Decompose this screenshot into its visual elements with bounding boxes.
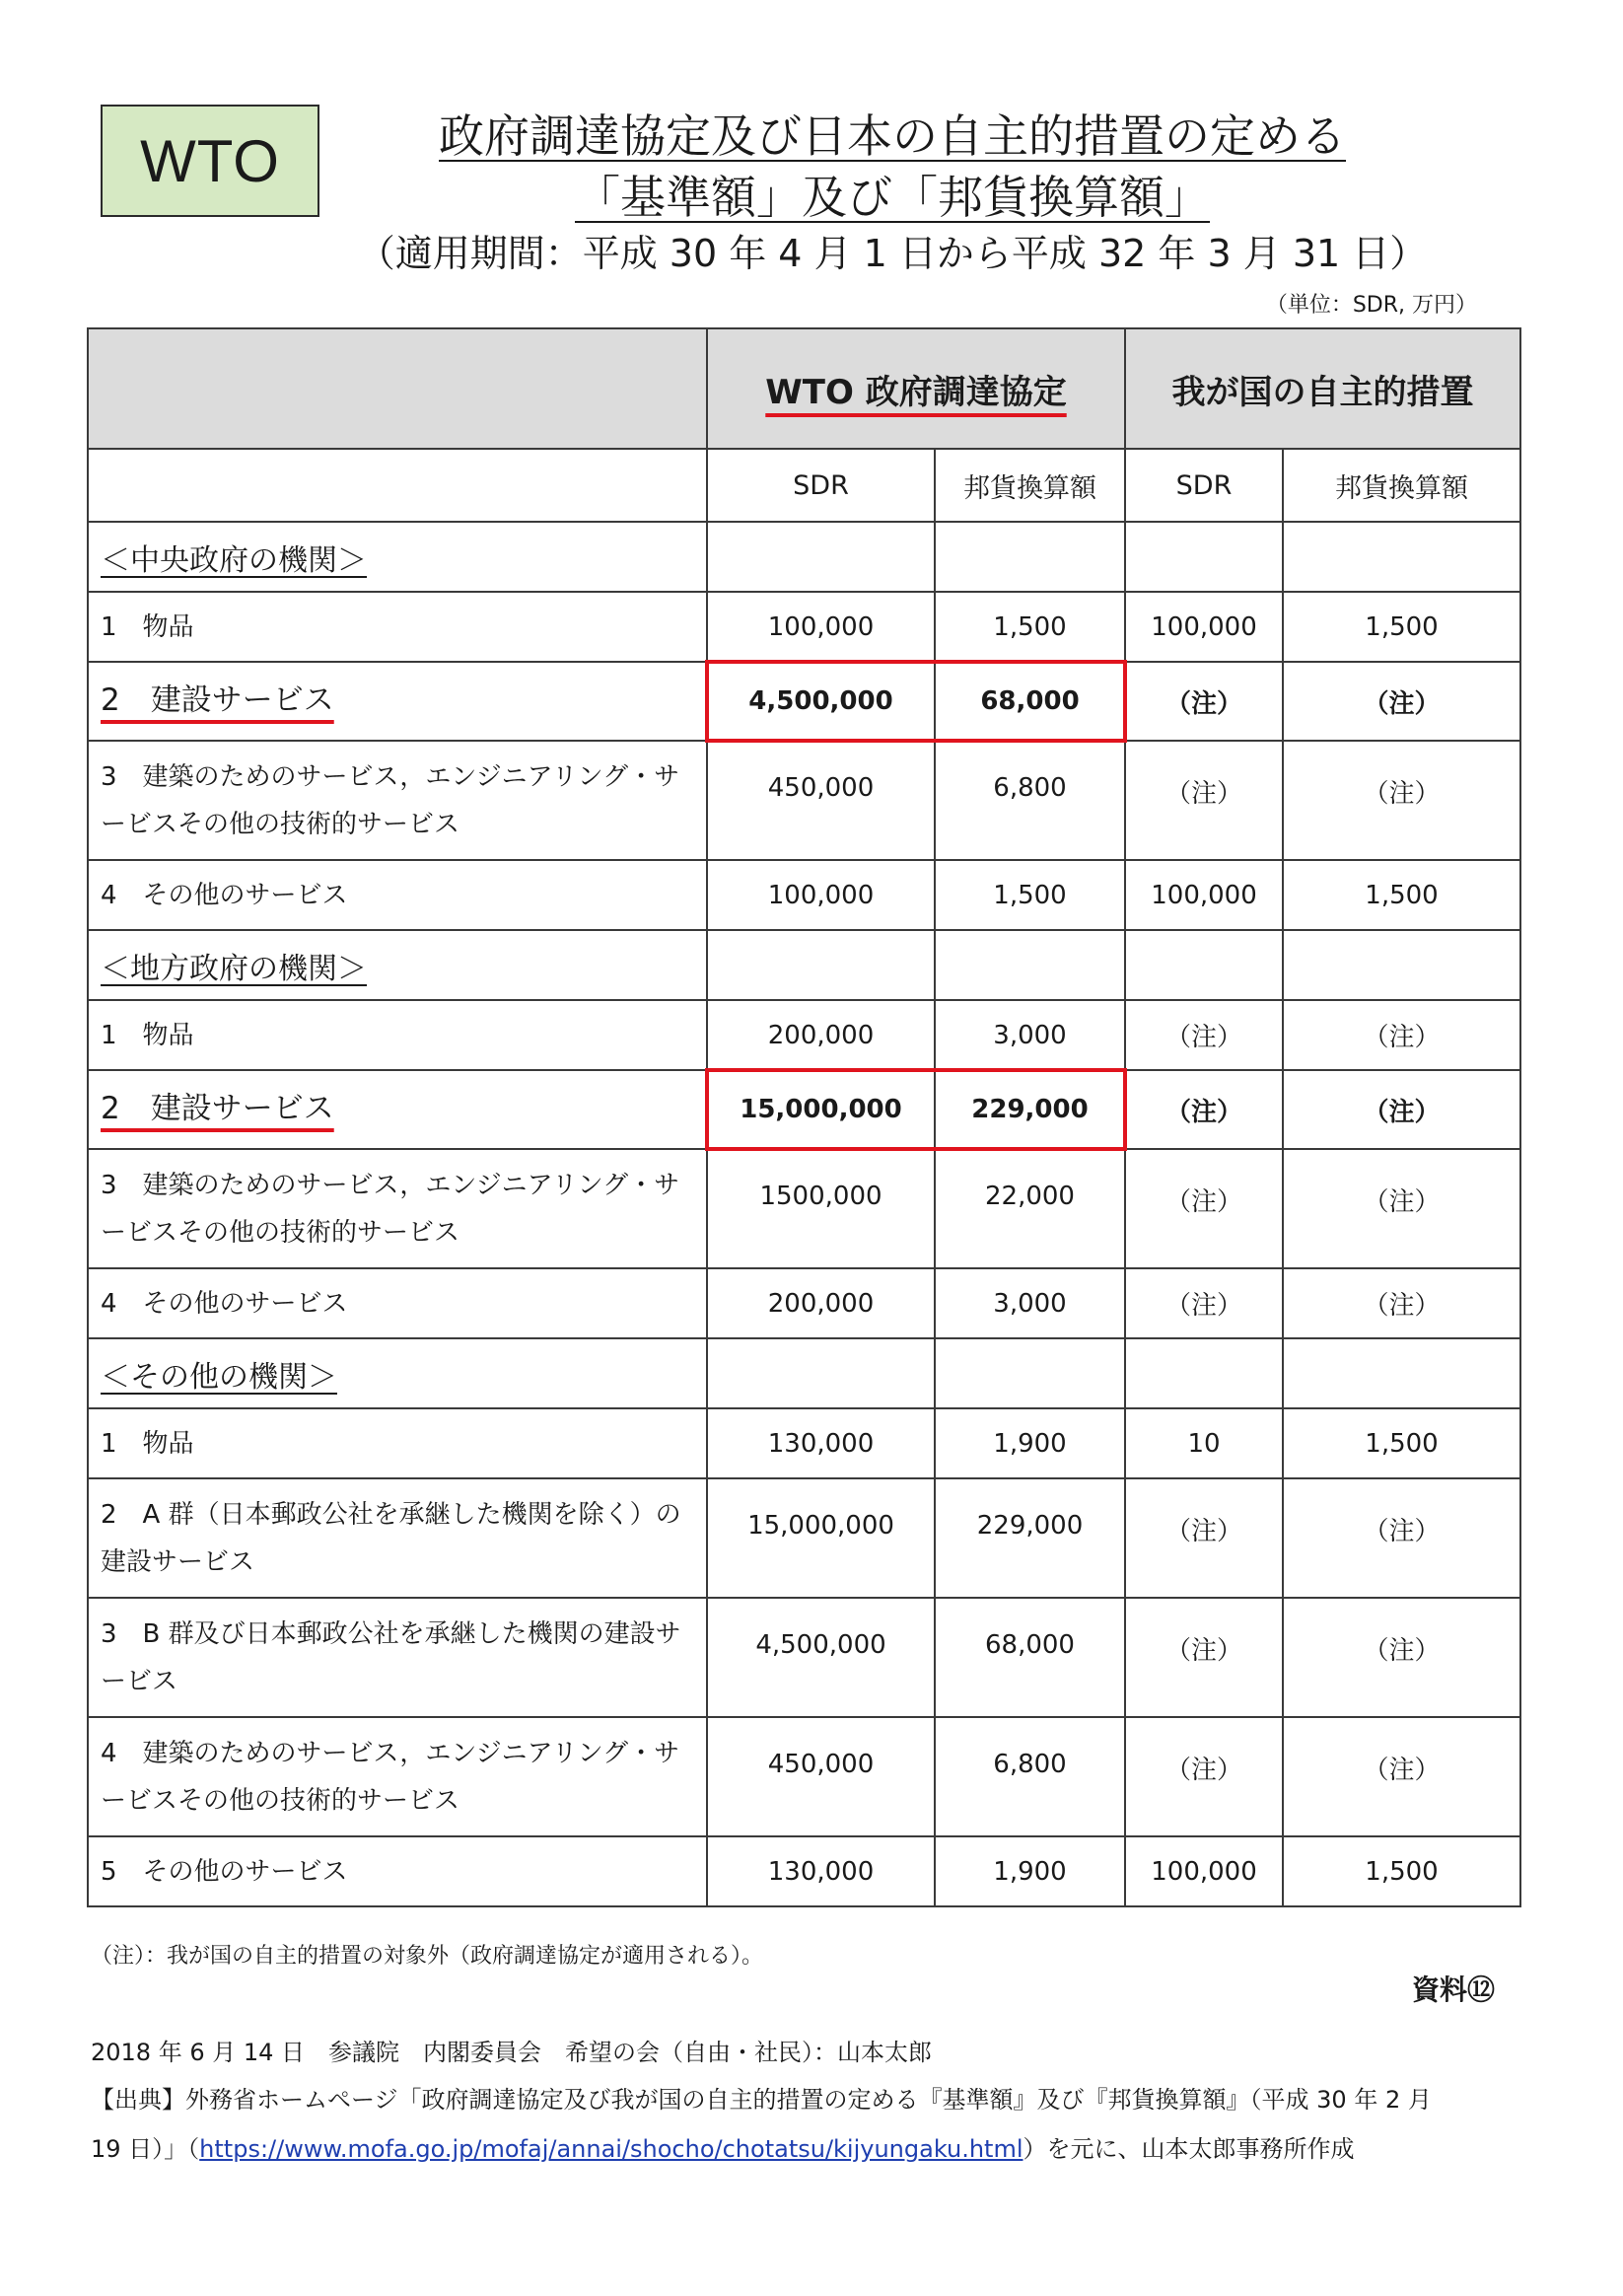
title-line2-text: 「基準額」及び「邦貨換算額」 <box>575 171 1210 224</box>
jp-yen-value: （注） <box>1283 1268 1520 1338</box>
section-title-cell <box>88 1338 707 1408</box>
jp-sdr-value: （注） <box>1125 662 1283 741</box>
table-row <box>88 1070 1520 1149</box>
row-label: 3 B 群及び日本郵政公社を承継した機関の建設サービス <box>88 1598 707 1717</box>
subheader-jp-yen: 邦貨換算額 <box>1283 449 1520 522</box>
section-row <box>88 930 1520 1000</box>
table-row <box>88 1717 1520 1836</box>
subheader-empty-cell <box>88 449 707 522</box>
wto-yen-value: 1,900 <box>935 1836 1125 1906</box>
section-row <box>88 1338 1520 1408</box>
jp-yen-value: （注） <box>1283 1478 1520 1598</box>
row-label-text: 2 建設サービス <box>101 1091 334 1126</box>
wto-yen-value: 1,500 <box>935 860 1125 930</box>
wto-sdr-value: 200,000 <box>707 1268 935 1338</box>
header-wto <box>707 328 1125 449</box>
wto-sdr-value: 15,000,000 <box>707 1478 935 1598</box>
jp-sdr-value: （注） <box>1125 1478 1283 1598</box>
jp-sdr-value: 10 <box>1125 1408 1283 1478</box>
wto-yen-value: 68,000 <box>935 662 1125 741</box>
footer-source-pre: 19 日）」（ <box>91 2135 200 2163</box>
wto-sdr-value: 450,000 <box>707 1717 935 1836</box>
wto-yen-value: 1,500 <box>935 592 1125 662</box>
jp-yen-value: （注） <box>1283 741 1520 860</box>
threshold-table <box>87 327 1521 1907</box>
table-subheader-row <box>88 449 1520 522</box>
table-header-row <box>88 328 1520 449</box>
jp-yen-value: 1,500 <box>1283 1836 1520 1906</box>
jp-sdr-value: （注） <box>1125 741 1283 860</box>
footer-source-post: ）を元に、山本太郎事務所作成 <box>1023 2135 1355 2163</box>
row-label: 3 建築のためのサービス，エンジニアリング・サービスその他の技術的サービス <box>88 1149 707 1268</box>
row-label: 2 A 群（日本郵政公社を承継した機関を除く）の建設サービス <box>88 1478 707 1598</box>
row-label: 4 その他のサービス <box>88 1268 707 1338</box>
wto-yen-value: 1,900 <box>935 1408 1125 1478</box>
header-empty-cell <box>88 328 707 449</box>
wto-yen-value: 3,000 <box>935 1000 1125 1070</box>
wto-yen-value: 6,800 <box>935 1717 1125 1836</box>
jp-sdr-value: 100,000 <box>1125 1836 1283 1906</box>
table-row <box>88 1478 1520 1598</box>
table-row <box>88 1836 1520 1906</box>
row-label: 5 その他のサービス <box>88 1836 707 1906</box>
footer-meeting-line: 2018 年 6 月 14 日 参議院 内閣委員会 希望の会（自由・社民）：山本太郎 <box>91 2039 933 2066</box>
row-label: 1 物品 <box>88 1408 707 1478</box>
table-row <box>88 741 1520 860</box>
section-title: ＜中央政府の機関＞ <box>101 542 367 578</box>
jp-yen-value: （注） <box>1283 662 1520 741</box>
wto-sdr-value: 100,000 <box>707 592 935 662</box>
jp-sdr-value: （注） <box>1125 1149 1283 1268</box>
table-row <box>88 1408 1520 1478</box>
wto-yen-value: 22,000 <box>935 1149 1125 1268</box>
wto-sdr-value: 200,000 <box>707 1000 935 1070</box>
title-line1-text: 政府調達協定及び日本の自主的措置の定める <box>439 109 1346 163</box>
jp-sdr-value: （注） <box>1125 1070 1283 1149</box>
wto-sdr-value: 1500,000 <box>707 1149 935 1268</box>
footnote: （注）：我が国の自主的措置の対象外（政府調達協定が適用される）。 <box>91 1944 764 1969</box>
jp-yen-value: 1,500 <box>1283 1408 1520 1478</box>
jp-yen-value: （注） <box>1283 1000 1520 1070</box>
subheader-jp-sdr: SDR <box>1125 449 1283 522</box>
jp-sdr-value: （注） <box>1125 1598 1283 1717</box>
wto-sdr-value: 4,500,000 <box>707 662 935 741</box>
wto-sdr-value: 450,000 <box>707 741 935 860</box>
subheader-wto-yen: 邦貨換算額 <box>935 449 1125 522</box>
applicable-period: （適用期間：平成 30 年 4 月 1 日から平成 32 年 3 月 31 日） <box>357 232 1428 275</box>
page-title-line2 <box>335 168 1449 227</box>
jp-sdr-value: 100,000 <box>1125 592 1283 662</box>
document-number: 資料⑫ <box>1411 1973 1495 2006</box>
wto-sdr-value: 130,000 <box>707 1836 935 1906</box>
wto-sdr-value: 15,000,000 <box>707 1070 935 1149</box>
section-title: ＜地方政府の機関＞ <box>101 951 367 986</box>
jp-yen-value: （注） <box>1283 1149 1520 1268</box>
row-label: 1 物品 <box>88 1000 707 1070</box>
table-row <box>88 1598 1520 1717</box>
section-row <box>88 522 1520 592</box>
wto-sdr-value: 100,000 <box>707 860 935 930</box>
row-label <box>88 1070 707 1149</box>
wto-sdr-value: 4,500,000 <box>707 1598 935 1717</box>
section-title-cell <box>88 522 707 592</box>
row-label: 4 その他のサービス <box>88 860 707 930</box>
table-row <box>88 860 1520 930</box>
row-label: 4 建築のためのサービス，エンジニアリング・サービスその他の技術的サービス <box>88 1717 707 1836</box>
table-row <box>88 662 1520 741</box>
row-label: 3 建築のためのサービス，エンジニアリング・サービスその他の技術的サービス <box>88 741 707 860</box>
page-title-line1 <box>335 107 1449 166</box>
table-row <box>88 592 1520 662</box>
subheader-wto-sdr: SDR <box>707 449 935 522</box>
wto-badge: WTO <box>101 105 319 217</box>
header-wto-label: WTO 政府調達協定 <box>765 372 1067 412</box>
jp-yen-value: （注） <box>1283 1070 1520 1149</box>
jp-yen-value: （注） <box>1283 1598 1520 1717</box>
table-row <box>88 1000 1520 1070</box>
unit-label: （単位：SDR, 万円） <box>1265 293 1477 318</box>
section-title-cell <box>88 930 707 1000</box>
wto-yen-value: 6,800 <box>935 741 1125 860</box>
jp-yen-value: 1,500 <box>1283 860 1520 930</box>
jp-sdr-value: （注） <box>1125 1000 1283 1070</box>
table-row <box>88 1149 1520 1268</box>
wto-yen-value: 229,000 <box>935 1070 1125 1149</box>
jp-sdr-value: 100,000 <box>1125 860 1283 930</box>
table-row <box>88 1268 1520 1338</box>
jp-yen-value: 1,500 <box>1283 592 1520 662</box>
wto-yen-value: 229,000 <box>935 1478 1125 1598</box>
jp-sdr-value: （注） <box>1125 1717 1283 1836</box>
footer-source-line2 <box>91 2132 1530 2166</box>
wto-yen-value: 68,000 <box>935 1598 1125 1717</box>
source-url-link[interactable]: https://www.mofa.go.jp/mofaj/annai/shocho/chotatsu/kijyungaku.html <box>199 2135 1023 2163</box>
jp-sdr-value: （注） <box>1125 1268 1283 1338</box>
row-label <box>88 662 707 741</box>
footer-source-line: 【出典】外務省ホームページ「政府調達協定及び我が国の自主的措置の定める『基準額』及び『邦貨換算額』（平成 30 年 2 月 <box>91 2086 1432 2114</box>
jp-yen-value: （注） <box>1283 1717 1520 1836</box>
section-title: ＜その他の機関＞ <box>101 1359 337 1395</box>
row-label: 1 物品 <box>88 592 707 662</box>
header-jp: 我が国の自主的措置 <box>1125 328 1520 449</box>
wto-yen-value: 3,000 <box>935 1268 1125 1338</box>
row-label-text: 2 建設サービス <box>101 682 334 718</box>
wto-sdr-value: 130,000 <box>707 1408 935 1478</box>
